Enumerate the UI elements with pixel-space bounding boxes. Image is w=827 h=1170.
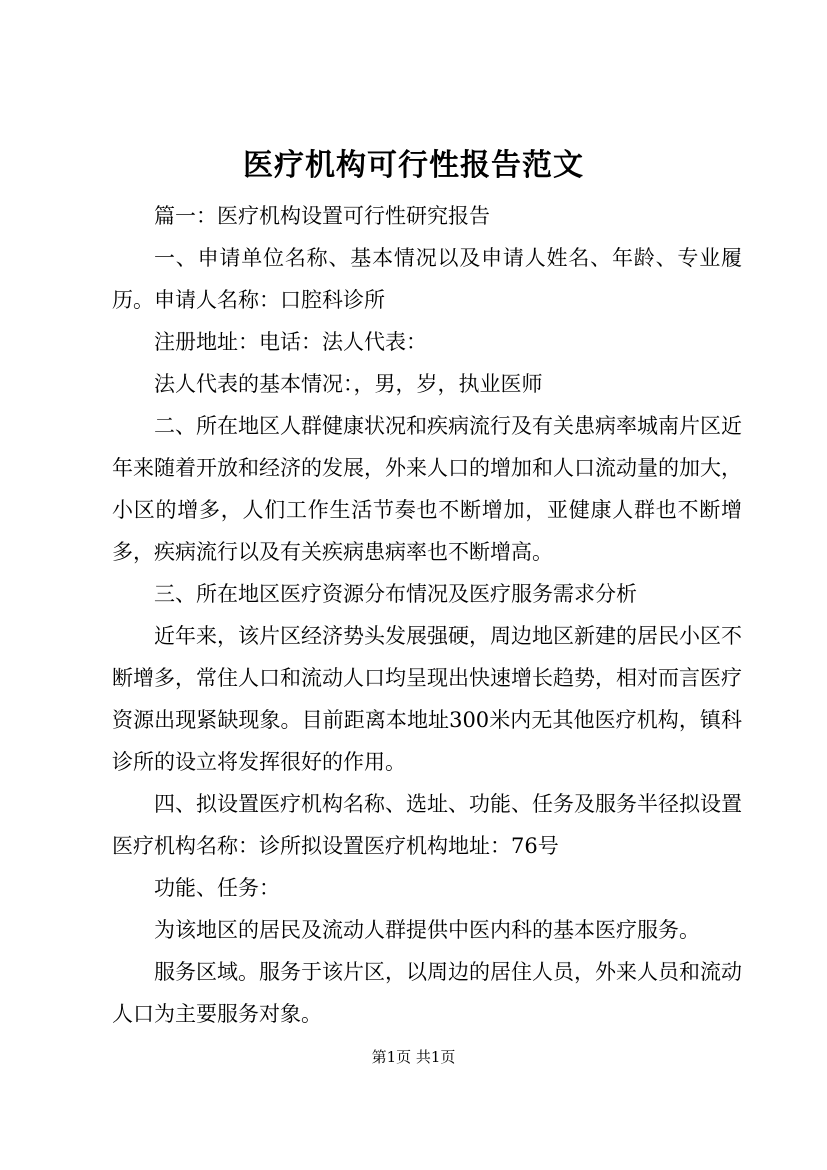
document-title: 医疗机构可行性报告范文 (243, 148, 584, 183)
paragraph-2: 一、申请单位名称、基本情况以及申请人姓名、年龄、专业履历。申请人名称：口腔科诊所 (112, 246, 742, 312)
paragraph-10: 为该地区的居民及流动人群提供中医内科的基本医疗服务。 (154, 918, 700, 942)
page-footer: 第1页 共1页 (371, 1048, 456, 1066)
paragraph-1: 篇一：医疗机构设置可行性研究报告 (154, 204, 490, 228)
paragraph-3: 注册地址：电话：法人代表： (154, 330, 427, 354)
paragraph-7: 近年来，该片区经济势头发展强硬，周边地区新建的居民小区不断增多，常住人口和流动人口均呈现出快速增长趋势，相对而言医疗资源出现紧缺现象。目前距离本地址300米内无其他医疗机构，镇科诊所的设立将发挥很好的作用。 (112, 624, 742, 774)
paragraph-9: 功能、任务： (154, 876, 280, 900)
paragraph-5: 二、所在地区人群健康状况和疾病流行及有关患病率城南片区近年来随着开放和经济的发展，外来人口的增加和人口流动量的加大，小区的增多，人们工作生活节奏也不断增加，亚健康人群也不断增多，疾病流行以及有关疾病患病率也不断增高。 (112, 414, 742, 564)
document-body (112, 195, 742, 1035)
paragraph-6: 三、所在地区医疗资源分布情况及医疗服务需求分析 (154, 582, 637, 606)
paragraph-11: 服务区域。服务于该片区，以周边的居住人员，外来人员和流动人口为主要服务对象。 (112, 960, 742, 1026)
paragraph-4: 法人代表的基本情况：，男，岁，执业医师 (154, 372, 543, 396)
paragraph-8: 四、拟设置医疗机构名称、选址、功能、任务及服务半径拟设置医疗机构名称：诊所拟设置医疗机构地址：76号 (112, 792, 742, 858)
